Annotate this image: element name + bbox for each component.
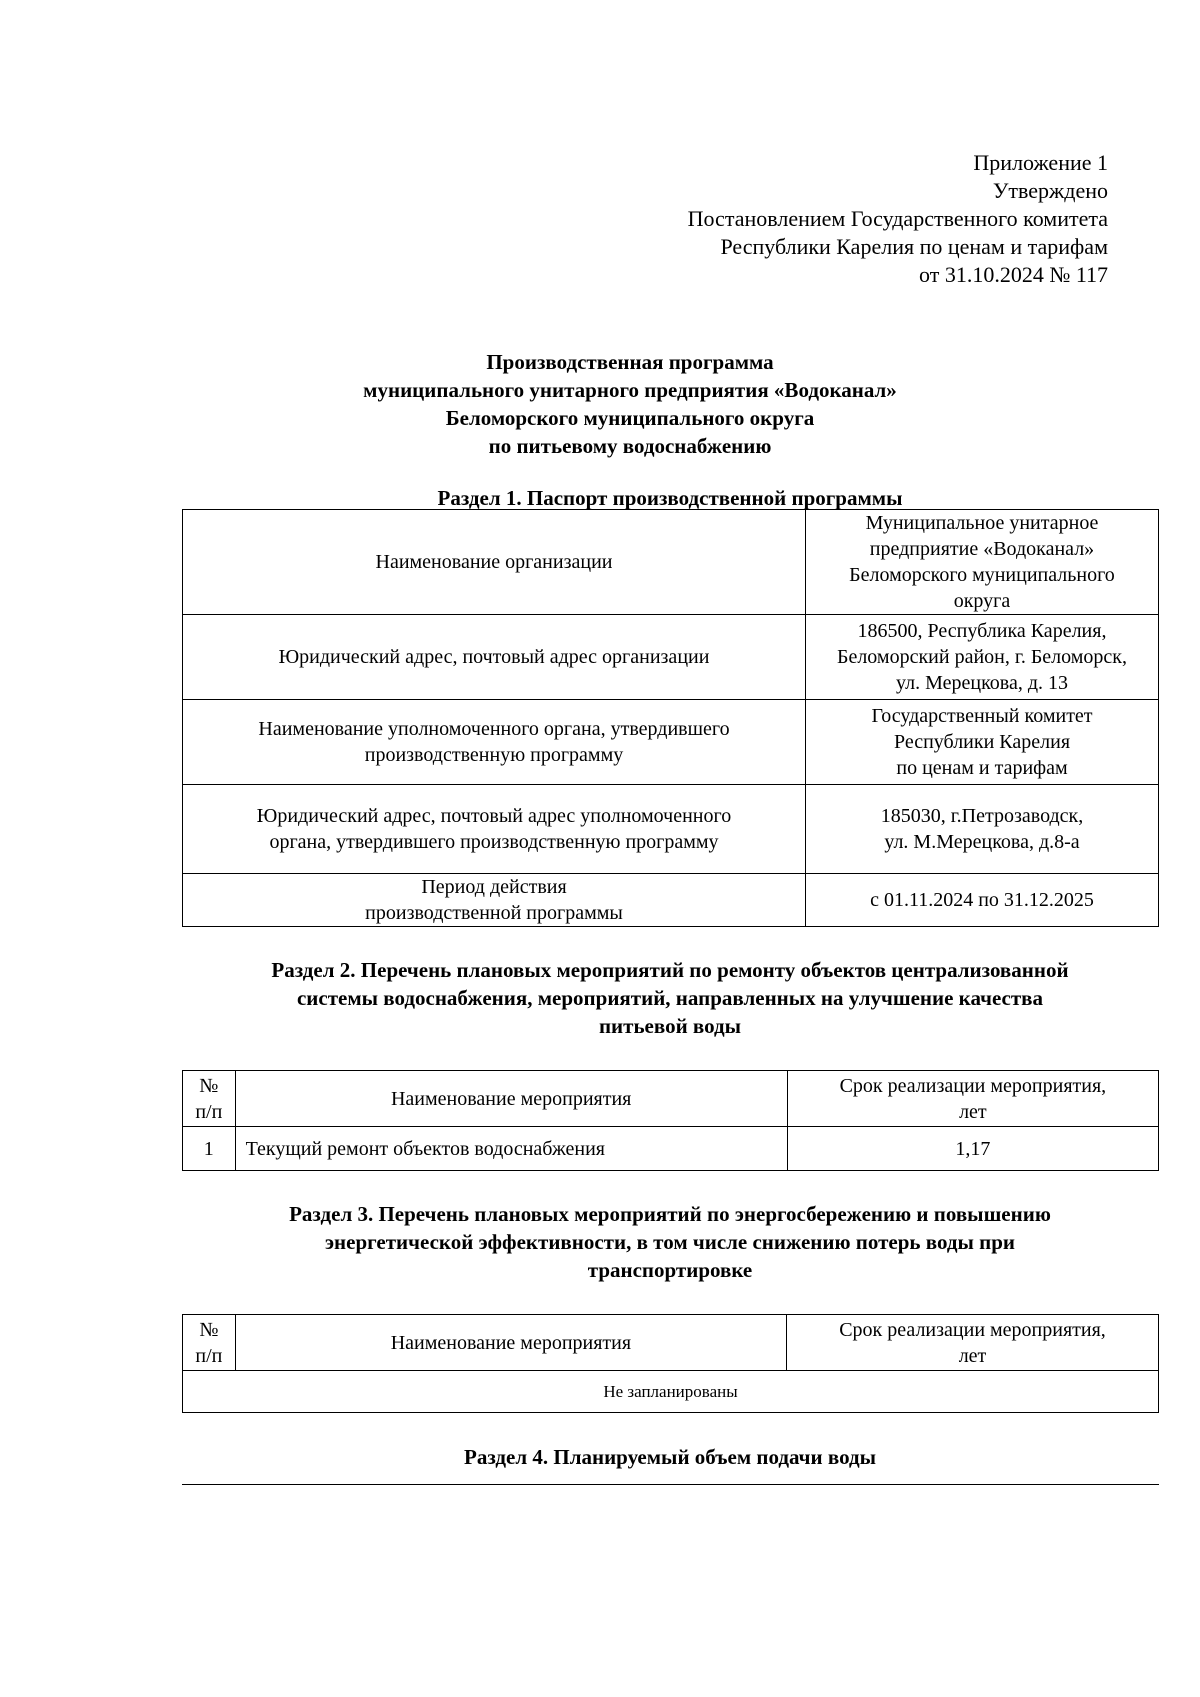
cell-line: Муниципальное унитарное bbox=[865, 512, 1099, 534]
table-row bbox=[183, 615, 1159, 700]
passport-label bbox=[183, 510, 806, 615]
col-header-term bbox=[787, 1315, 1159, 1371]
passport-table bbox=[182, 509, 1159, 927]
cell-line: 185030, г.Петрозаводск, bbox=[880, 805, 1084, 827]
cell-line: ул. Мерецкова, д. 13 bbox=[895, 672, 1068, 694]
repair-measures-table bbox=[182, 1070, 1159, 1171]
cell-line: Наименование уполномоченного органа, утвердившего bbox=[258, 718, 730, 740]
table-top-border bbox=[182, 1484, 1159, 1485]
heading-line: системы водоснабжения, мероприятий, направленных на улучшение качества bbox=[296, 986, 1044, 1010]
table-header-row bbox=[183, 1315, 1159, 1371]
cell-line: Юридический адрес, почтовый адрес уполномоченного bbox=[256, 805, 732, 827]
table-row bbox=[183, 785, 1159, 874]
table-row bbox=[183, 510, 1159, 615]
col-header-name: Наименование мероприятия bbox=[235, 1071, 787, 1127]
title-line: Производственная программа bbox=[486, 350, 774, 374]
approved-label: Утверждено bbox=[992, 178, 1108, 203]
passport-value bbox=[806, 700, 1159, 785]
row-number: 1 bbox=[183, 1127, 236, 1171]
measure-term: 1,17 bbox=[787, 1127, 1158, 1171]
approval-block bbox=[688, 149, 1108, 289]
col-header-number bbox=[183, 1315, 236, 1371]
cell-line: по ценам и тарифам bbox=[896, 757, 1068, 779]
cell-line: Беломорский район, г. Беломорск, bbox=[836, 646, 1128, 668]
document-title bbox=[180, 348, 1080, 460]
passport-label bbox=[183, 874, 806, 927]
measure-name: Текущий ремонт объектов водоснабжения bbox=[235, 1127, 787, 1171]
col-header-name: Наименование мероприятия bbox=[235, 1315, 786, 1371]
cell-line: производственную программу bbox=[364, 744, 624, 766]
cell-line: № bbox=[199, 1074, 219, 1097]
passport-value bbox=[806, 874, 1159, 927]
cell-line: Государственный комитет bbox=[871, 705, 1093, 727]
cell-line: лет bbox=[959, 1100, 987, 1123]
decree-date-number: от 31.10.2024 № 117 bbox=[919, 262, 1108, 287]
empty-note: Не запланированы bbox=[183, 1371, 1159, 1413]
passport-value bbox=[806, 510, 1159, 615]
title-line: муниципального унитарного предприятия «Водоканал» bbox=[363, 378, 897, 402]
cell-line: 186500, Республика Карелия, bbox=[857, 620, 1107, 642]
cell-line: предприятие «Водоканал» bbox=[869, 538, 1095, 560]
table-header-row bbox=[183, 1071, 1159, 1127]
cell-line: № bbox=[199, 1318, 219, 1341]
table-row bbox=[183, 1371, 1159, 1413]
heading-line: питьевой воды bbox=[598, 1014, 742, 1038]
cell-line: органа, утвердившего производственную программу bbox=[269, 831, 719, 853]
passport-label bbox=[183, 615, 806, 700]
cell-line: Срок реализации мероприятия, bbox=[839, 1074, 1107, 1097]
cell-line: производственной программы bbox=[365, 902, 623, 924]
col-header-number bbox=[183, 1071, 236, 1127]
heading-line: энергетической эффективности, в том числе снижению потерь воды при bbox=[324, 1230, 1016, 1254]
approved-by-line-2: Республики Карелия по ценам и тарифам bbox=[720, 234, 1108, 259]
heading-line: Раздел 2. Перечень плановых мероприятий по ремонту объектов централизованной bbox=[271, 958, 1069, 982]
col-header-term bbox=[787, 1071, 1158, 1127]
cell-line: Юридический адрес, почтовый адрес организации bbox=[278, 646, 710, 668]
cell-line: п/п bbox=[195, 1344, 223, 1367]
cell-line: лет bbox=[958, 1344, 987, 1367]
approved-by-line: Постановлением Государственного комитета bbox=[687, 206, 1108, 231]
appendix-label: Приложение 1 bbox=[973, 150, 1108, 175]
section-1-heading: Раздел 1. Паспорт производственной программы bbox=[437, 486, 903, 510]
table-row bbox=[183, 874, 1159, 927]
cell-line: Республики Карелия bbox=[893, 731, 1071, 753]
cell-line: с 01.11.2024 по 31.12.2025 bbox=[870, 889, 1094, 911]
title-line: по питьевому водоснабжению bbox=[488, 434, 772, 458]
passport-label bbox=[183, 700, 806, 785]
heading-line: транспортировке bbox=[587, 1258, 753, 1282]
cell-line: Срок реализации мероприятия, bbox=[839, 1318, 1106, 1341]
passport-value bbox=[806, 615, 1159, 700]
cell-line: Наименование организации bbox=[375, 551, 613, 573]
passport-value bbox=[806, 785, 1159, 874]
section-4-heading: Раздел 4. Планируемый объем подачи воды bbox=[464, 1445, 876, 1469]
energy-measures-table bbox=[182, 1314, 1159, 1413]
cell-line: округа bbox=[953, 590, 1011, 612]
cell-line: ул. М.Мерецкова, д.8-а bbox=[884, 831, 1080, 853]
heading-line: Раздел 3. Перечень плановых мероприятий по энергосбережению и повышению bbox=[289, 1202, 1051, 1226]
table-row bbox=[183, 1127, 1159, 1171]
cell-line: п/п bbox=[195, 1100, 223, 1123]
cell-line: Период действия bbox=[421, 876, 567, 898]
passport-label bbox=[183, 785, 806, 874]
title-line: Беломорского муниципального округа bbox=[445, 406, 815, 430]
section-2-heading bbox=[180, 956, 1160, 1040]
table-row bbox=[183, 700, 1159, 785]
cell-line: Беломорского муниципального bbox=[849, 564, 1115, 586]
section-3-heading bbox=[180, 1200, 1160, 1284]
